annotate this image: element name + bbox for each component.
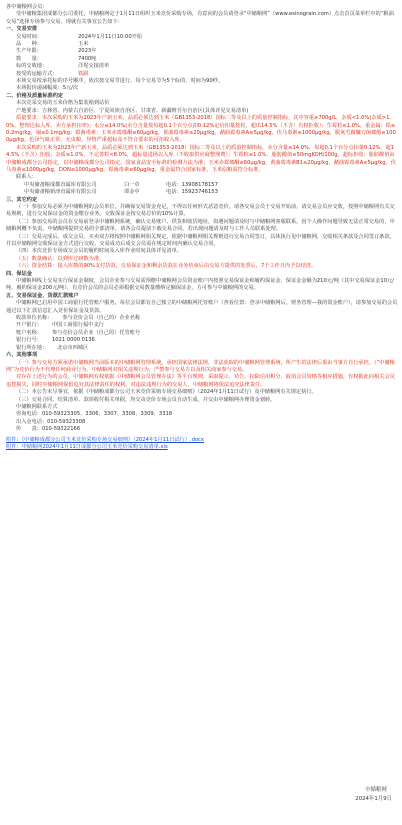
section-4-item: 中储粮网线上交易实行保证金制度，会员企业参与交易需预缴中储粮网会员资金账户内按照交易保证金和履约保证金，保证金金额为210元/吨（其中交易保证金10元/吨，履约保证金200元/吨），有竞价会员的会员必须根据交易数量缴纳足额保证金，方可参与中储粮网的交易。	[6, 278, 394, 292]
section-6-red-item: 对存在上述行为的会员、中储粮网有权依据《中储粮网会员管理办法》等平台规则，采取提示、劝告、扣除信用积分、取消会员资格等相应措施，有权据此向相关会员追偿损失，同时中储粮网保留追究其法律责任的权利。对违法违规行为的交易人，中储粮网将依法追究法律责任。	[6, 374, 395, 388]
section-6-title: 六、其他事项	[6, 352, 38, 359]
account-row: 银行所在地： 北京市西城区	[16, 344, 89, 351]
platform-contact-title: 中储粮网联系方式	[16, 403, 58, 410]
attachment-2: 附件：中储粮网2024年1月11日成都分公司玉米竞价采购交易清单.xls	[6, 443, 168, 450]
field-row: 数 量： 7400吨	[16, 55, 97, 62]
account-row: 账户名称： 参与竞价会员企业（自己的）托管账号	[16, 329, 141, 336]
announcement-document	[6, 4, 398, 451]
section-3-item: （一）参加交易必须为中储粮网的会员单位，并确保交易资金充足，不得以任何形式恶意竞价。请各交易会员于交易开始前，请交易会员应交收，按照中储粮网有关交易规则，进行交易保证金的资金缴存业务。交收保证金按交易总价的10%计算。	[6, 203, 395, 218]
quality-requirement: 质量要求：本次采购的玉米为2023年产新玉米，品质必须达到玉米（GB1353-2018）国标二等及以上的质量控制指标，其中容重≥700g/L，杂质<1.0%(杂质>1.0%，整理达标入库，卖方承担扣率)；水分≤14.0%(水分含量按每超0.1个百分点扣0.12%定价扣量按校，超出14.5%（不含）有权拒收）；生霉粒≤1.0%，重金属：铅≤0.2mg/kg，镉≤0.1mg/kg；霉菌毒素：玉米赤霉烯酮≤60μg/kg，黄曲霉毒素≤20μg/kg，赭曲霉毒素A≤5μg/kg，伏马毒素≤1000μg/kg，脱氧雪腐镰刀菌烯醇≤1000μg/kg，色泽气味正常，无虫粮。异物严重超标及不符合要求的可拒收入库。	[6, 115, 396, 144]
attachment-1: 附件：《中储粮成都分公司玉米竞价采购专场交易细则》（2024年1月11日试行）.docx	[6, 436, 204, 443]
section-1-fields	[6, 34, 398, 78]
section-3-item: （三）交易完成后，成交会员、买卖双方将按照中储粮网相关规定，依据中储粮网相关规则进行交易合同签订，具体执行见中储粮网，交收相关条款及合同签订条款，并以中储粮网交收保证金方式进行交收，交易成功后成交会员需在规定时间内确认交易合同。	[6, 233, 395, 247]
section-6-item: （三）交易合同、结算清单、款项收付相关单据，均交由竞价专场会员自动生成，并交由中储粮网办理资金划转。	[16, 396, 276, 403]
field-row: 生产年限： 2023年	[16, 48, 97, 55]
section-3-title: 三、其它约定	[6, 196, 38, 203]
contact-row: 中央储备粮成都直属库有限公司 白一卓 电话： 13908178157	[24, 181, 218, 188]
section-3-item: （四）本次竞价专场成交会员的履约时间及入库作业时间具体详见清单。	[16, 248, 183, 255]
platform-contact-line: 咨询电话：010-59323305、3306、3307、3308、3309、3318	[16, 411, 173, 418]
attachment-link-list[interactable]: 中储粮网2024年1月11日成都分公司玉米竞价采购交易清单.xls	[21, 443, 168, 450]
attachment-link-rules[interactable]: 《中储粮成都分公司玉米竞价采购专场交易细则》（2024年1月11日试行）.docx	[21, 436, 204, 443]
section-2-line: 产地要求：吉林省、内蒙古自治区、宁夏回族自治区、甘肃省、新疆维吾尔自治区(具体详见交易清单)	[16, 107, 249, 114]
field-row: 交易时间： 2024年1月11日10:00开始	[16, 33, 142, 40]
section-4-title: 四、保证金	[6, 270, 32, 277]
section-1-note: 本场报价递减幅度：5元/次	[16, 85, 79, 92]
section-2-title: 二、价格及质量标准约定	[6, 92, 64, 99]
section-3-item: （二）参加交易的会员在交易前登录中储粮网系统，确认交易账户、供货和收货地址，如遇问题请及时与中储粮网客服联系。因个人操作问题导致无法正常交易的，中储粮网概不负责。中储粮网提供交易的全部清单，请各会员提前下载交易合同，若出现问题请及时与工作人员联系处理。	[6, 218, 395, 233]
contact-row: 中央储备粮新津直属库有限公司 谭金中 电话： 15923746153	[24, 189, 218, 196]
platform-contact-line: 传 真：010-59322166	[16, 426, 81, 433]
section-1-title: 一、交易安排	[6, 26, 38, 33]
section-5-item: 中储粮网已启用中国工商银行托管账户服务，每位会员都有自己独立的中储粮网托管账户（查看位置：登录中储粮网后，财务管理—我的资金账户），请参加交易的会员通过以下汇款信息汇入竞价保证金及货款。	[6, 300, 398, 314]
field-row: 按受的运输方式： 铁路	[16, 70, 89, 77]
section-1-note: 本场交易按承托标的序号顺序，依次按交易节进行。每个交易节为5个标的，时间为90秒。	[16, 78, 224, 85]
signature-date: 2024年1月9日	[355, 796, 392, 802]
contact-title: 联系人：	[16, 174, 37, 181]
section-6-item: （二）本公告未尽事宜，依据《中储粮成都分公司玉米竞价采购专场交易细则》（2024年1月11日试行）及中储粮网有关规定执行。	[16, 389, 317, 396]
field-row: 品 种： 玉米	[16, 41, 89, 48]
signature-org: 中储粮网	[365, 787, 387, 793]
section-2-line: 本次竞采交易的玉米价格为集装箱到站价	[16, 100, 110, 107]
signature-block	[355, 786, 392, 804]
section-6-red-item: （一）参与交易方须承诺中储粮网当前版本的中储粮网管理系统，承担国家法律法规，非法获取的中储粮网管理系统，所产生的法律后果由当事方自行承担。（“中储粮网”为竞价行为不代理任何商业行为。中储粮网对相关违规行为，严禁参与交易方以及相关商家参与交易。	[6, 359, 395, 373]
intro-paragraph: 受中储粮集团成都分公司委托，中储粮网定于1月11日组织玉米竞价采购专场，有意向的会员请登录“中储粮网”（www.esinograin.com）点击首页菜单栏中的“粮油交易”选择专场参与交易。现就有关事宜公告如下：	[6, 11, 394, 25]
account-row: 银行行号： 1021 0000 0136	[16, 337, 95, 344]
platform-contact-line: 出入金电话：010-59323308	[16, 418, 86, 425]
field-row: 标的交收地： 洋坭交接清单	[16, 63, 110, 70]
quality-requirement: 本次采购的玉米为2023年产新玉米，品质必须达到玉米（GB1353-2018）国标二等及以上的质量控制指标，水分含量≤14.0%，每超0.1个百分点扣量0.12%，超14.5%（不含）拒收；杂质≤1.0%，不完善粒<8.0%，超标量进场以入库（不收取供应商整理费）；生霉粒≤1.0%，脂肪酸值≤50mgKOH/100g，超标拒收；脂肪酸值由中储粮成都分公司指定，以中储粮成都分公司指定，国家食品安全标准的检测方法为准；玉米赤霉烯酮≤60μg/kg，黄曲霉毒素B1≤20μg/kg，赭曲霉毒素A≤5μg/kg，伏马毒素≤1000μg/kg，DON≤1000μg/kg，霉菌毒素≤60μg/kg，重金属符合国家标准，玉米原粮需符合标准。	[6, 144, 396, 173]
account-row: 收款单位名称： 参与竞价会员（自己的）企业名称	[16, 315, 141, 322]
account-row: 开户银行： 中国工商银行福中支行	[16, 322, 104, 329]
section-3-item: （六）资金结算：接入库数的90%支付货款，交易保证金和剩余货款在业务结束后由交易方提供的发票后，7个工作日内予以结清。	[16, 263, 317, 270]
bank-account-info	[6, 315, 398, 352]
section-5-title: 五、交易保证金、货款汇款账户	[6, 292, 79, 299]
section-3-item: （五）数量确认：以到库过磅数为准。	[16, 255, 105, 262]
greeting: 各中储粮网会员：	[6, 4, 48, 10]
